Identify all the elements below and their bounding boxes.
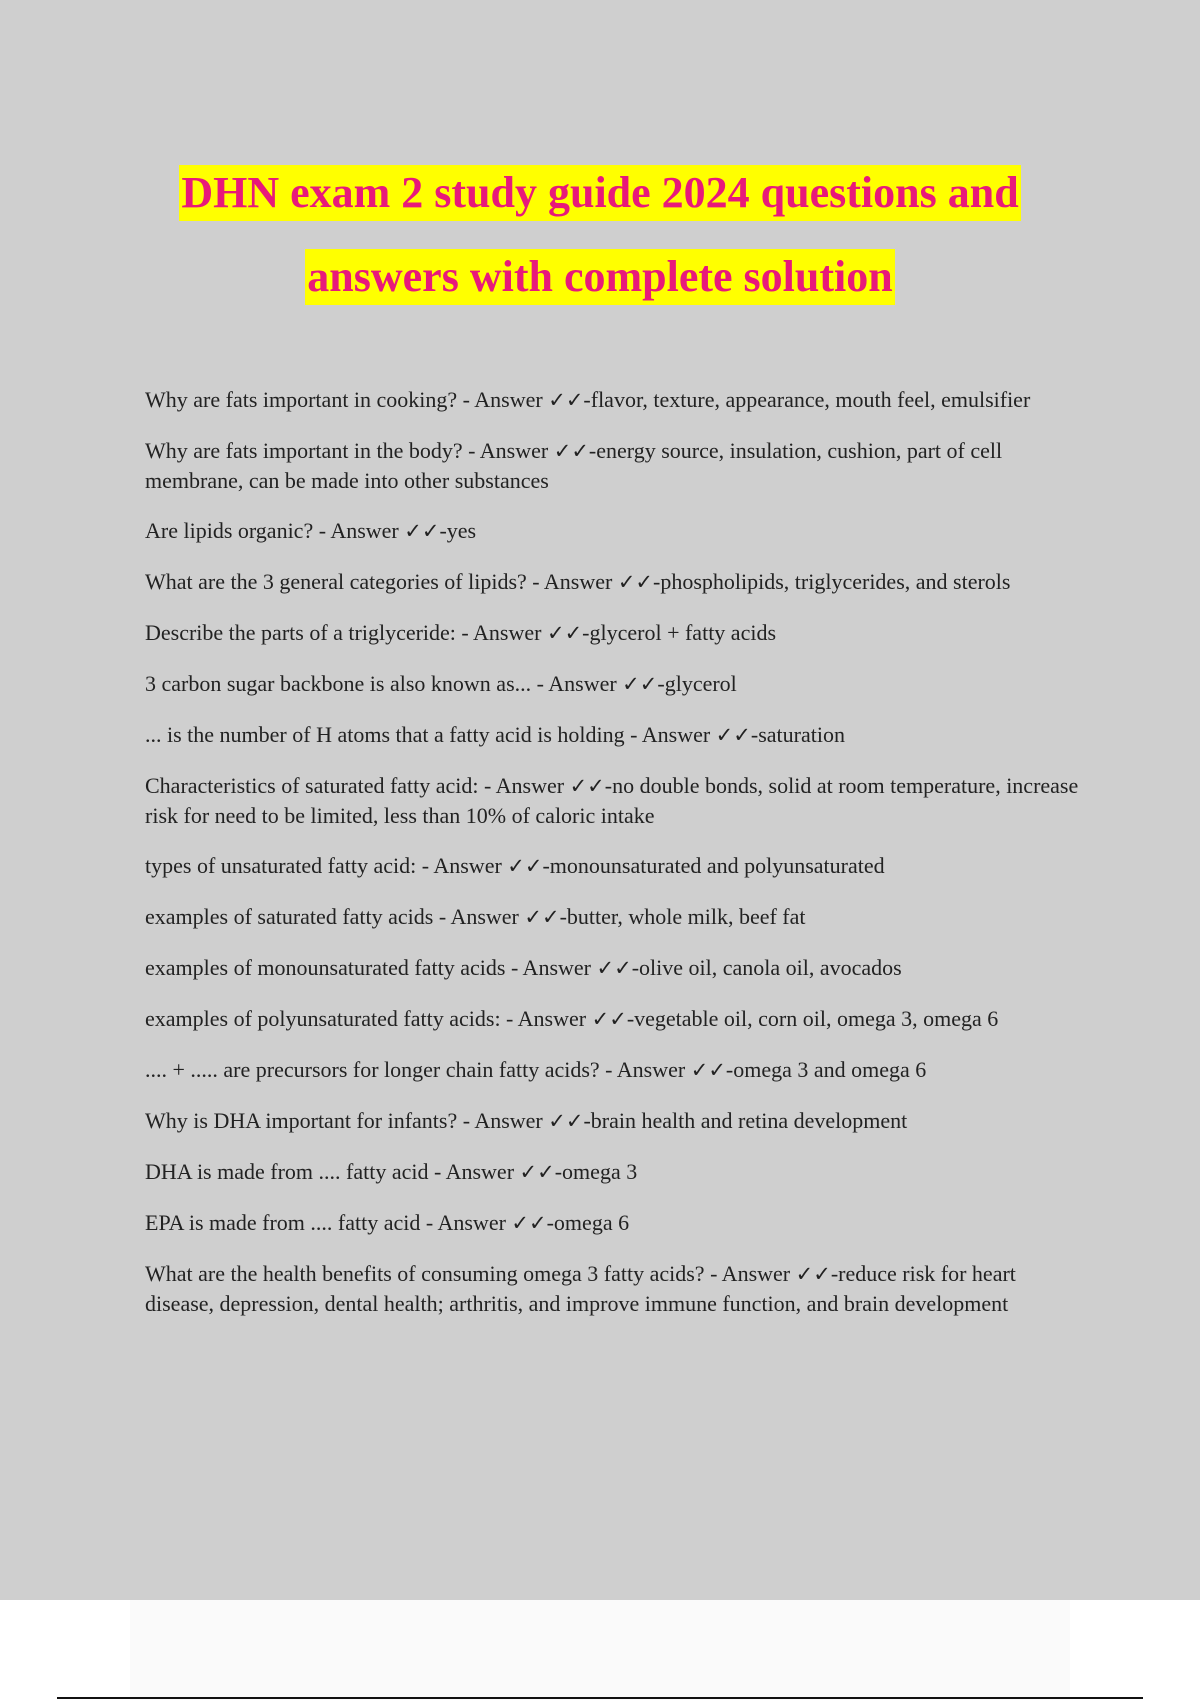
question-text: Are lipids organic? - Answer: [145, 518, 405, 543]
answer-text: -phospholipids, triglycerides, and sterols: [653, 569, 1011, 594]
question-text: What are the health benefits of consuming omega 3 fatty acids? - Answer: [145, 1261, 796, 1286]
qa-item: [145, 669, 1090, 699]
answer-text: -omega 3 and omega 6: [725, 1057, 927, 1082]
title-line-2: answers with complete solution: [305, 249, 894, 305]
footer-divider: [57, 1697, 1143, 1699]
question-text: types of unsaturated fatty acid: - Answer: [145, 853, 508, 878]
qa-item: [145, 385, 1090, 415]
title-line-1: DHN exam 2 study guide 2024 questions and: [179, 165, 1020, 221]
qa-list: [145, 385, 1090, 1339]
answer-text: -glycerol + fatty acids: [582, 620, 777, 645]
question-text: examples of saturated fatty acids - Answer: [145, 904, 525, 929]
document-title: [0, 165, 1200, 305]
double-check-icon: ✓✓: [795, 1262, 831, 1286]
answer-text: -yes: [439, 518, 477, 543]
question-text: Characteristics of saturated fatty acid: - Answer: [145, 773, 570, 798]
question-text: EPA is made from .... fatty acid - Answer: [145, 1210, 512, 1235]
answer-text: -reduce risk for heart disease, depression, dental health; arthritis, and improve immune function, and brain development: [145, 1261, 1016, 1316]
double-check-icon: ✓✓: [622, 672, 658, 696]
question-text: Why are fats important in cooking? - Answer: [145, 387, 549, 412]
double-check-icon: ✓✓: [404, 519, 440, 543]
double-check-icon: ✓✓: [511, 1211, 547, 1235]
qa-item: [145, 1055, 1090, 1085]
answer-text: -saturation: [750, 722, 845, 747]
question-text: DHA is made from .... fatty acid - Answer: [145, 1159, 520, 1184]
answer-text: -olive oil, canola oil, avocados: [631, 955, 902, 980]
double-check-icon: ✓✓: [690, 1058, 726, 1082]
question-text: Describe the parts of a triglyceride: - Answer: [145, 620, 547, 645]
answer-text: -monounsaturated and polyunsaturated: [542, 853, 885, 878]
answer-text: -omega 3: [554, 1159, 638, 1184]
double-check-icon: ✓✓: [548, 388, 584, 412]
answer-text: -glycerol: [657, 671, 737, 696]
qa-item: [145, 1004, 1090, 1034]
answer-text: -energy source, insulation, cushion, part of cell membrane, can be made into other substances: [145, 438, 1003, 493]
qa-item: [145, 1157, 1090, 1187]
answer-text: -omega 6: [546, 1210, 630, 1235]
page-footer: [0, 1600, 1200, 1700]
double-check-icon: ✓✓: [591, 1007, 627, 1031]
qa-item: [145, 1106, 1090, 1136]
question-text: Why are fats important in the body? - Answer: [145, 438, 554, 463]
double-check-icon: ✓✓: [553, 439, 589, 463]
question-text: examples of monounsaturated fatty acids - Answer: [145, 955, 597, 980]
qa-item: [145, 436, 1090, 495]
question-text: ... is the number of H atoms that a fatty acid is holding - Answer: [145, 722, 716, 747]
footer-panel: [130, 1600, 1070, 1700]
qa-item: [145, 618, 1090, 648]
double-check-icon: ✓✓: [715, 723, 751, 747]
question-text: Why is DHA important for infants? - Answer: [145, 1108, 549, 1133]
question-text: 3 carbon sugar backbone is also known as... - Answer: [145, 671, 623, 696]
qa-item: [145, 1259, 1090, 1318]
double-check-icon: ✓✓: [596, 956, 632, 980]
double-check-icon: ✓✓: [519, 1160, 555, 1184]
qa-item: [145, 567, 1090, 597]
answer-text: -brain health and retina development: [583, 1108, 908, 1133]
answer-text: -flavor, texture, appearance, mouth feel, emulsifier: [583, 387, 1031, 412]
double-check-icon: ✓✓: [569, 774, 605, 798]
question-text: What are the 3 general categories of lipids? - Answer: [145, 569, 618, 594]
qa-item: [145, 953, 1090, 983]
answer-text: -vegetable oil, corn oil, omega 3, omega 6: [626, 1006, 999, 1031]
qa-item: [145, 771, 1090, 830]
double-check-icon: ✓✓: [507, 854, 543, 878]
qa-item: [145, 720, 1090, 750]
qa-item: [145, 851, 1090, 881]
double-check-icon: ✓✓: [524, 905, 560, 929]
qa-item: [145, 902, 1090, 932]
answer-text: -no double bonds, solid at room temperature, increase risk for need to be limited, less than 10% of caloric intake: [145, 773, 1079, 828]
qa-item: [145, 516, 1090, 546]
double-check-icon: ✓✓: [548, 1109, 584, 1133]
double-check-icon: ✓✓: [546, 621, 583, 645]
double-check-icon: ✓✓: [617, 570, 654, 594]
question-text: .... + ..... are precursors for longer chain fatty acids? - Answer: [145, 1057, 691, 1082]
question-text: examples of polyunsaturated fatty acids: - Answer: [145, 1006, 592, 1031]
answer-text: -butter, whole milk, beef fat: [559, 904, 806, 929]
qa-item: [145, 1208, 1090, 1238]
